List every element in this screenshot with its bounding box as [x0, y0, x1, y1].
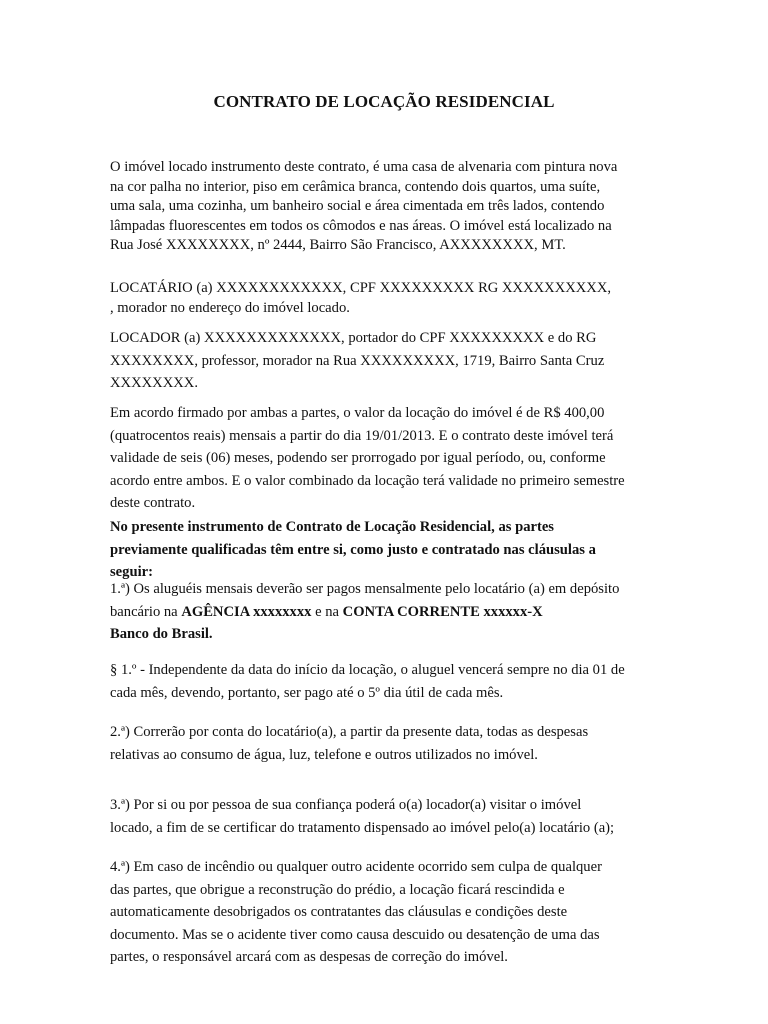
text-line: , morador no endereço do imóvel locado.: [110, 299, 350, 316]
text-line: locado, a fim de se certificar do tratamento dispensado ao imóvel pelo(a) locatário (a);: [110, 819, 615, 836]
clause-1: [110, 578, 660, 646]
text-line: 1.ª) Os aluguéis mensais deverão ser pagos mensalmente pelo locatário (a) em depósito: [110, 581, 620, 597]
text-line: documento. Mas se o acidente tiver como causa descuido ou desatenção de uma das: [110, 926, 600, 943]
rent-agreement-paragraph: [110, 402, 660, 515]
text-line: O imóvel locado instrumento deste contrato, é uma casa de alvenaria com pintura nova: [110, 159, 618, 175]
clause-1-paragraph: [110, 659, 660, 704]
clause-4: [110, 856, 660, 969]
clauses-intro-paragraph: [110, 516, 660, 584]
text-line: Em acordo firmado por ambas a partes, o valor da locação do imóvel é de R$ 400,00: [110, 405, 605, 421]
text-line: LOCADOR (a) XXXXXXXXXXXXX, portador do CPF XXXXXXXXX e do RG: [110, 330, 597, 346]
text-line: XXXXXXXX, professor, morador na Rua XXXXXXXXX, 1719, Bairro Santa Cruz: [110, 352, 605, 369]
text-line: (quatrocentos reais) mensais a partir do dia 19/01/2013. E o contrato deste imóvel terá: [110, 427, 614, 444]
text-line: relativas ao consumo de água, luz, telefone e outros utilizados no imóvel.: [110, 746, 538, 763]
clause-2: [110, 721, 660, 766]
text-line: acordo entre ambos. E o valor combinado da locação terá validade no primeiro semestre: [110, 472, 625, 489]
text-line: lâmpadas fluorescentes em todos os cômodos e nas áreas. O imóvel está localizado na: [110, 217, 612, 234]
tenant-paragraph: [110, 279, 660, 318]
text-line: das partes, que obrigue a reconstrução do prédio, a locação ficará rescindida e: [110, 881, 565, 898]
text-line: automaticamente desobrigados os contratantes das cláusulas e condições deste: [110, 904, 568, 920]
property-description-paragraph: [110, 158, 660, 256]
text-line: validade de seis (06) meses, podendo ser prorrogado por igual período, ou, conforme: [110, 450, 606, 466]
text-line: [110, 601, 660, 624]
text-line: XXXXXXXX.: [110, 375, 198, 391]
bank-name: Banco do Brasil.: [110, 626, 213, 642]
clause-3: [110, 794, 660, 839]
text-line: 3.ª) Por si ou por pessoa de sua confiança poderá o(a) locador(a) visitar o imóvel: [110, 797, 582, 813]
text-line: previamente qualificadas têm entre si, como justo e contratado nas cláusulas a: [110, 541, 596, 558]
text-line: No presente instrumento de Contrato de Locação Residencial, as partes: [110, 519, 554, 535]
agency-number: AGÊNCIA xxxxxxxx: [181, 603, 312, 620]
text-line: na cor palha no interior, piso em cerâmica branca, contendo dois quartos, uma suíte,: [110, 178, 601, 195]
text-line: 2.ª) Correrão por conta do locatário(a), a partir da presente data, todas as despesas: [110, 724, 589, 740]
text-fragment: bancário na: [110, 603, 182, 620]
landlord-paragraph: [110, 327, 660, 395]
text-line: cada mês, devendo, portanto, ser pago até o 5º dia útil de cada mês.: [110, 684, 504, 701]
text-line: Rua José XXXXXXXX, nº 2444, Bairro São Francisco, AXXXXXXXX, MT.: [110, 237, 566, 253]
text-line: 4.ª) Em caso de incêndio ou qualquer outro acidente ocorrido sem culpa de qualquer: [110, 859, 602, 875]
text-line: uma sala, uma cozinha, um banheiro social e área cimentada em três lados, contendo: [110, 198, 605, 214]
text-line: partes, o responsável arcará com as despesas de correção do imóvel.: [110, 949, 508, 965]
text-line: LOCATÁRIO (a) XXXXXXXXXXXX, CPF XXXXXXXXX RG XXXXXXXXXX,: [110, 280, 612, 296]
text-line: § 1.º - Independente da data do início da locação, o aluguel vencerá sempre no dia 01 de: [110, 662, 625, 678]
document-title: CONTRATO DE LOCAÇÃO RESIDENCIAL: [213, 92, 555, 111]
text-line: deste contrato.: [110, 495, 196, 511]
text-fragment: e na: [311, 603, 343, 620]
text-line: seguir:: [110, 564, 153, 580]
account-number: CONTA CORRENTE xxxxxx-X: [342, 603, 543, 620]
